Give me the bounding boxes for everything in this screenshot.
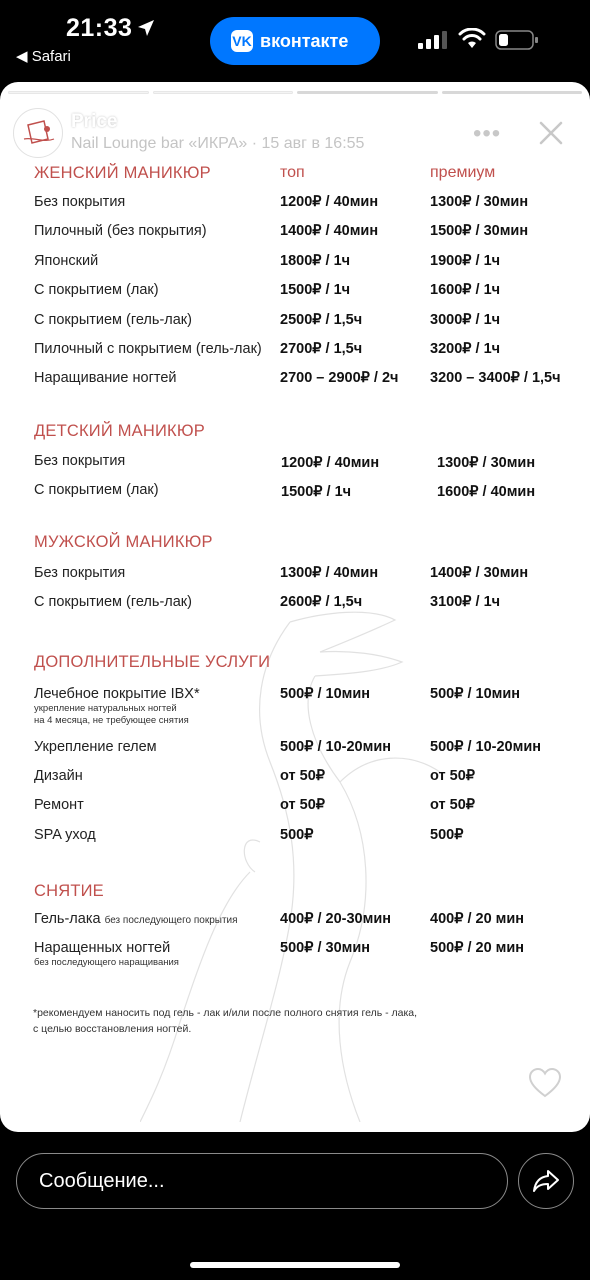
- service-name: С покрытием (гель-лак): [34, 594, 192, 610]
- price-row: [0, 223, 590, 253]
- price-premium: от 50₽: [430, 797, 475, 813]
- price-premium: 3200 – 3400₽ / 1,5ч: [430, 370, 561, 386]
- price-row: [0, 312, 590, 342]
- service-note: укрепление натуральных ногтей на 4 месяца, не требующее снятия: [34, 703, 189, 726]
- price-top: от 50₽: [280, 768, 325, 784]
- price-row: [0, 797, 590, 827]
- service-name: Без покрытия: [34, 565, 126, 581]
- vk-logo-icon: VK: [231, 30, 253, 52]
- service-name: С покрытием (лак): [34, 482, 159, 498]
- service-name: Наращенных ногтей: [34, 940, 171, 956]
- heart-icon[interactable]: [528, 1067, 562, 1099]
- price-top: от 50₽: [280, 797, 325, 813]
- service-name: Лечебное покрытие IBX*: [34, 686, 200, 702]
- price-row: [0, 768, 590, 798]
- price-premium: 3100₽ / 1ч: [430, 594, 501, 610]
- price-premium: 1600₽ / 1ч: [430, 282, 501, 298]
- price-premium: 500₽ / 20 мин: [430, 940, 525, 956]
- share-button[interactable]: [518, 1153, 574, 1209]
- price-top: 500₽ / 30мин: [280, 940, 371, 956]
- service-name: Пилочный с покрытием (гель-лак): [34, 341, 262, 357]
- price-row: [0, 594, 590, 624]
- price-top: 500₽ / 10мин: [280, 686, 371, 702]
- price-premium: 500₽ / 10мин: [430, 686, 521, 702]
- price-row: [0, 370, 590, 400]
- location-arrow-icon: [136, 18, 156, 38]
- story-card[interactable]: [0, 82, 590, 1132]
- close-icon[interactable]: [538, 120, 564, 146]
- story-author[interactable]: Price: [71, 111, 118, 132]
- price-premium: 500₽ / 10-20мин: [430, 739, 541, 755]
- signal-icon: [418, 31, 448, 49]
- price-premium: 1300₽ / 30мин: [437, 455, 536, 471]
- column-header-top: топ: [280, 164, 305, 181]
- price-row: [0, 282, 590, 312]
- price-top: 1200₽ / 40мин: [280, 194, 379, 210]
- price-row: [0, 686, 590, 728]
- price-top: 2500₽ / 1,5ч: [280, 312, 363, 328]
- price-premium: 1400₽ / 30мин: [430, 565, 529, 581]
- service-name: Дизайн: [34, 768, 83, 784]
- price-row: [0, 827, 590, 857]
- price-top: 2700₽ / 1,5ч: [280, 341, 363, 357]
- service-name: Без покрытия: [34, 194, 126, 210]
- price-row: [0, 253, 590, 283]
- column-header-premium: премиум: [430, 164, 496, 181]
- price-top: 1500₽ / 1ч: [281, 484, 352, 500]
- price-row: [0, 482, 590, 512]
- price-premium: 3000₽ / 1ч: [430, 312, 501, 328]
- price-top: 500₽ / 10-20мин: [280, 739, 391, 755]
- more-options-button[interactable]: •••: [473, 120, 502, 147]
- price-top: 2600₽ / 1,5ч: [280, 594, 363, 610]
- home-indicator[interactable]: [190, 1262, 400, 1268]
- service-name: Без покрытия: [34, 453, 126, 469]
- price-premium: от 50₽: [430, 768, 475, 784]
- nail-logo-icon: [14, 109, 63, 158]
- service-name: Наращивание ногтей: [34, 370, 177, 386]
- battery-icon: [495, 29, 539, 51]
- service-name: Японский: [34, 253, 99, 269]
- author-avatar[interactable]: [13, 108, 63, 158]
- price-premium: 1600₽ / 40мин: [437, 484, 536, 500]
- service-name: [34, 911, 238, 927]
- service-name: С покрытием (лак): [34, 282, 159, 298]
- section-title-extra: ДОПОЛНИТЕЛЬНЫЕ УСЛУГИ: [34, 653, 271, 671]
- price-premium: 3200₽ / 1ч: [430, 341, 501, 357]
- service-name: Ремонт: [34, 797, 84, 813]
- wifi-icon: [458, 28, 486, 50]
- section-title-kids: ДЕТСКИЙ МАНИКЮР: [34, 422, 205, 440]
- price-top: 400₽ / 20-30мин: [280, 911, 391, 927]
- service-name: С покрытием (гель-лак): [34, 312, 192, 328]
- price-row: [0, 739, 590, 769]
- price-top: 2700 – 2900₽ / 2ч: [280, 370, 399, 386]
- message-input[interactable]: Сообщение...: [16, 1153, 508, 1209]
- service-name: SPA уход: [34, 827, 96, 843]
- price-row: [0, 565, 590, 595]
- price-premium: 400₽ / 20 мин: [430, 911, 525, 927]
- price-premium: 1500₽ / 30мин: [430, 223, 529, 239]
- vk-app-label: вконтакте: [260, 30, 349, 51]
- price-top: 1300₽ / 40мин: [280, 565, 379, 581]
- price-top: 1500₽ / 1ч: [280, 282, 351, 298]
- price-top: 1400₽ / 40мин: [280, 223, 379, 239]
- price-premium: 500₽: [430, 827, 464, 843]
- price-row: [0, 940, 590, 974]
- status-bar: [0, 0, 590, 80]
- footnote: *рекомендуем наносить под гель - лак и/или после полного снятия гель - лака, с целью восстановления ногтей.: [33, 1007, 418, 1035]
- clock: 21:33: [66, 14, 133, 42]
- price-top: 1200₽ / 40мин: [281, 455, 380, 471]
- story-source-date: Nail Lounge bar «ИКРА» · 15 авг в 16:55: [71, 135, 365, 152]
- vk-app-badge[interactable]: [210, 17, 380, 65]
- section-title-women: ЖЕНСКИЙ МАНИКЮР: [34, 164, 211, 182]
- price-row: [0, 194, 590, 224]
- back-to-safari-link[interactable]: ◀ Safari: [16, 48, 71, 65]
- section-title-men: МУЖСКОЙ МАНИКЮР: [34, 533, 213, 551]
- price-row: [0, 341, 590, 371]
- price-premium: 1300₽ / 30мин: [430, 194, 529, 210]
- share-icon: [532, 1168, 560, 1194]
- price-premium: 1900₽ / 1ч: [430, 253, 501, 269]
- section-title-removal: СНЯТИЕ: [34, 882, 104, 900]
- service-note: без последующего наращивания: [34, 957, 179, 968]
- hand-illustration: [140, 602, 450, 1122]
- price-row: [0, 453, 590, 483]
- story-header: [0, 82, 590, 162]
- price-top: 1800₽ / 1ч: [280, 253, 351, 269]
- service-name: Укрепление гелем: [34, 739, 157, 755]
- service-name-text: Гель-лака: [34, 911, 101, 927]
- price-top: 500₽: [280, 827, 314, 843]
- service-name: Пилочный (без покрытия): [34, 223, 207, 239]
- service-note: без последующего покрытия: [104, 915, 238, 926]
- price-row: [0, 911, 590, 941]
